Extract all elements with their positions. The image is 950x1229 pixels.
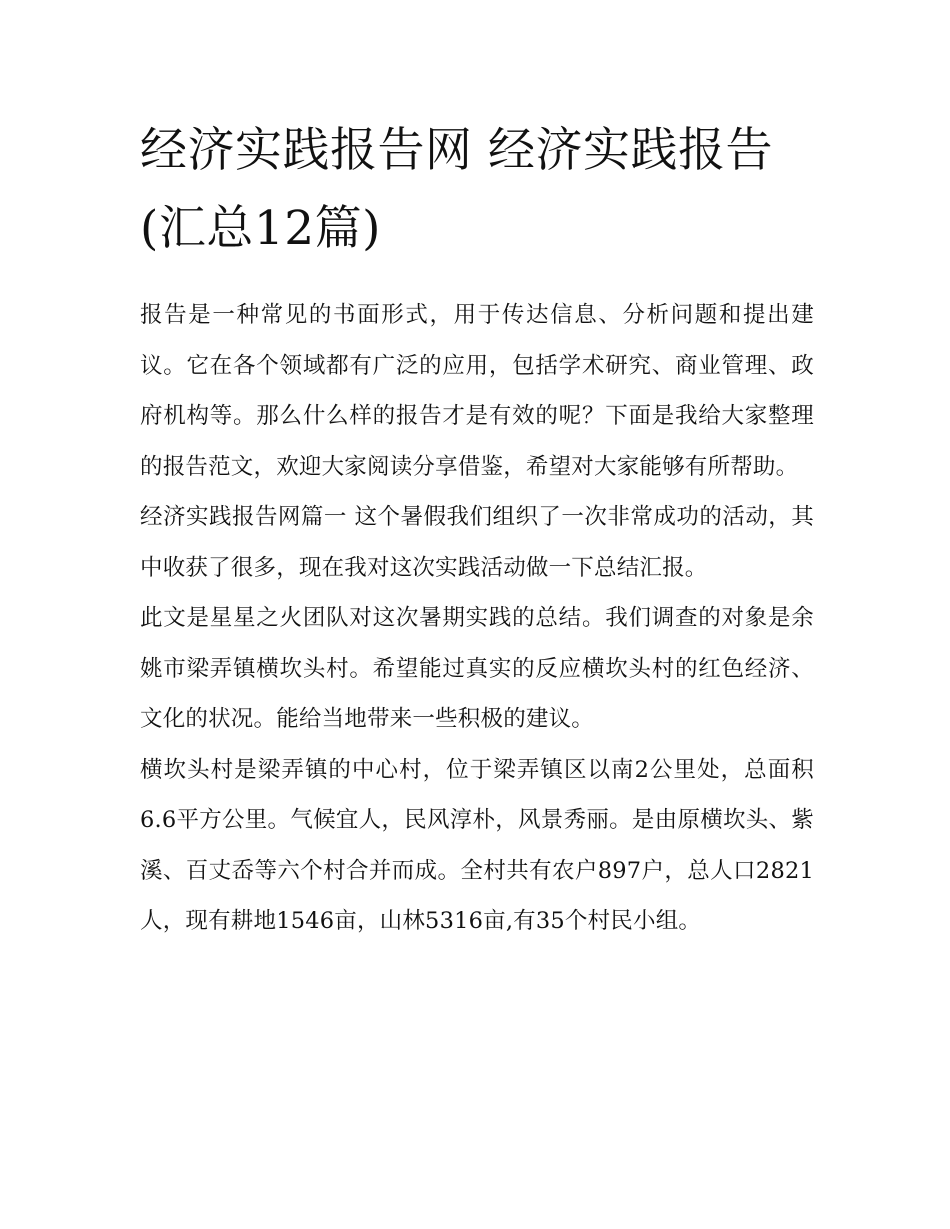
paragraph-1: 经济实践报告网篇一 这个暑假我们组织了一次非常成功的活动，其中收获了很多，现在我对这次实践活动做一下总结汇报。: [140, 504, 814, 581]
paragraph-2: 此文是星星之火团队对这次暑期实践的总结。我们调查的对象是余姚市梁弄镇横坎头村。希望能过真实的反应横坎头村的红色经济、文化的状况。能给当地带来一些积极的建议。: [140, 605, 814, 732]
paragraph-3: 横坎头村是梁弄镇的中心村，位于梁弄镇区以南2公里处，总面积6.6平方公里。气候宜人，民风淳朴，风景秀丽。是由原横坎头、紫溪、百丈岙等六个村合并而成。全村共有农户897户，总人口2821人，现有耕地1546亩，山林5316亩,有35个村民小组。: [140, 756, 814, 934]
document-body: [140, 290, 814, 947]
paragraph-intro: 报告是一种常见的书面形式，用于传达信息、分析问题和提出建议。它在各个领域都有广泛的应用，包括学术研究、商业管理、政府机构等。那么什么样的报告才是有效的呢？下面是我给大家整理的报告范文，欢迎大家阅读分享借鉴，希望对大家能够有所帮助。: [140, 302, 814, 480]
document-page: [140, 112, 814, 947]
document-title: 经济实践报告网 经济实践报告(汇总12篇): [140, 123, 773, 256]
